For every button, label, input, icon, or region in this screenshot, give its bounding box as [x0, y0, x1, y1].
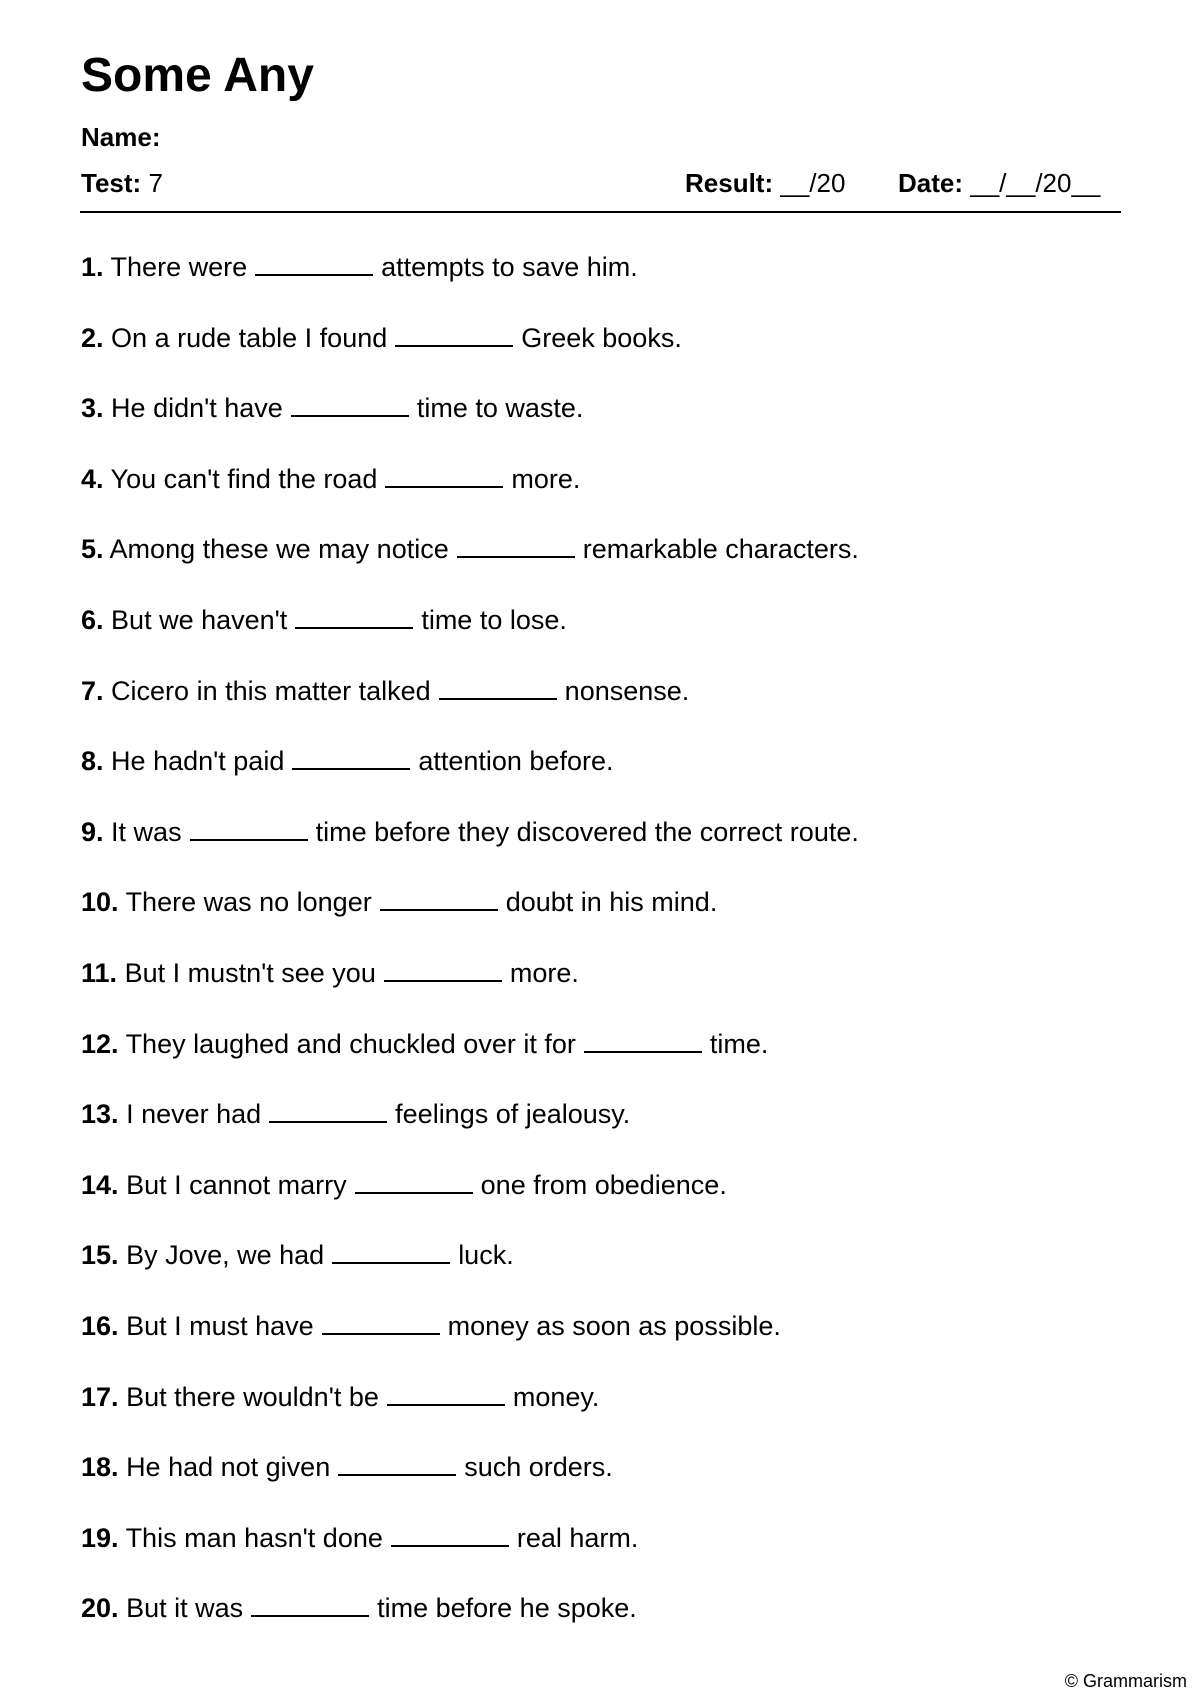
question-text-after: attention before.: [418, 746, 614, 777]
question-text-after: money as soon as possible.: [447, 1310, 781, 1341]
question-text-before: You can't find the road: [110, 463, 378, 494]
answer-blank: [380, 909, 498, 911]
question-item: [81, 1522, 1121, 1593]
question-text-after: real harm.: [516, 1522, 639, 1553]
test-number: 7: [148, 168, 163, 198]
question-number: 16.: [81, 1310, 119, 1341]
question-number: 15.: [81, 1240, 119, 1271]
question-item: [81, 745, 1121, 816]
question-number: 11.: [81, 957, 118, 988]
question-item: [81, 1592, 1121, 1663]
question-number: 4.: [81, 463, 104, 494]
result-info: [685, 170, 845, 196]
question-text-before: He hadn't paid: [111, 746, 285, 777]
answer-blank: [291, 415, 409, 417]
question-text-after: remarkable characters.: [582, 534, 859, 565]
question-item: [81, 533, 1121, 604]
question-text-before: On a rude table I found: [111, 322, 388, 353]
answer-blank: [439, 698, 557, 700]
question-text-before: This man hasn't done: [125, 1522, 383, 1553]
answer-blank: [269, 1121, 387, 1123]
question-item: [81, 1239, 1121, 1310]
question-text-after: time.: [709, 1028, 769, 1059]
question-number: 8.: [81, 746, 104, 777]
question-number: 20.: [81, 1593, 119, 1624]
question-text-after: time before he spoke.: [377, 1593, 637, 1624]
answer-blank: [338, 1474, 456, 1476]
question-text-before: Among these we may notice: [109, 534, 449, 565]
test-label: Test:: [81, 168, 142, 198]
test-info: [81, 170, 163, 196]
question-text-after: time before they discovered the correct route.: [315, 816, 859, 847]
question-text-after: feelings of jealousy.: [395, 1099, 631, 1130]
answer-blank: [457, 556, 575, 558]
question-text-before: He had not given: [126, 1452, 331, 1483]
question-text-after: one from obedience.: [480, 1169, 727, 1200]
question-text-before: But there wouldn't be: [126, 1381, 379, 1412]
answer-blank: [292, 768, 410, 770]
question-text-before: By Jove, we had: [126, 1240, 325, 1271]
header-divider: [80, 211, 1121, 213]
question-text-before: He didn't have: [111, 393, 283, 424]
answer-blank: [584, 1051, 702, 1053]
question-text-after: doubt in his mind.: [505, 887, 718, 918]
question-text-after: Greek books.: [521, 322, 682, 353]
question-item: [81, 1169, 1121, 1240]
question-number: 19.: [81, 1522, 119, 1553]
question-text-after: such orders.: [464, 1452, 613, 1483]
question-number: 7.: [81, 675, 104, 706]
question-number: 14.: [81, 1169, 119, 1200]
date-label: Date:: [898, 168, 964, 198]
question-item: [81, 1451, 1121, 1522]
question-number: 18.: [81, 1452, 119, 1483]
question-item: [81, 322, 1121, 393]
question-text-before: They laughed and chuckled over it for: [125, 1028, 576, 1059]
question-text-after: nonsense.: [564, 675, 690, 706]
answer-blank: [322, 1333, 440, 1335]
question-number: 12.: [81, 1028, 119, 1059]
question-item: [81, 463, 1121, 534]
question-number: 1.: [81, 252, 104, 282]
answer-blank: [355, 1192, 473, 1194]
question-item: [81, 604, 1121, 675]
question-list: [81, 251, 1121, 1663]
name-label: Name:: [81, 122, 161, 152]
result-label: Result:: [685, 168, 774, 198]
question-text-before: But it was: [126, 1593, 244, 1624]
question-text-before: It was: [111, 816, 182, 847]
question-text-before: But I mustn't see you: [124, 957, 376, 988]
question-number: 2.: [81, 322, 104, 353]
question-text-before: Cicero in this matter talked: [111, 675, 431, 706]
question-item: [81, 251, 1121, 322]
question-text-before: I never had: [126, 1099, 262, 1130]
date-info: [898, 170, 1100, 196]
answer-blank: [384, 980, 502, 982]
question-text-after: more.: [511, 463, 581, 494]
date-value: __/__/20__: [970, 168, 1101, 198]
question-item: [81, 957, 1121, 1028]
question-text-after: attempts to save him.: [381, 252, 638, 282]
question-text-after: money.: [512, 1381, 600, 1412]
question-text-before: But I cannot marry: [126, 1169, 347, 1200]
answer-blank: [251, 1615, 369, 1617]
question-number: 6.: [81, 604, 104, 635]
question-text-after: time to lose.: [421, 604, 567, 635]
answer-blank: [391, 1545, 509, 1547]
question-item: [81, 886, 1121, 957]
question-number: 13.: [81, 1099, 119, 1130]
answer-blank: [295, 627, 413, 629]
answer-blank: [190, 839, 308, 841]
question-item: [81, 1098, 1121, 1169]
result-value: __/20: [780, 168, 846, 198]
question-text-before: But I must have: [126, 1310, 314, 1341]
question-text-after: more.: [509, 957, 579, 988]
question-item: [81, 1381, 1121, 1452]
question-number: 9.: [81, 816, 104, 847]
answer-blank: [395, 345, 513, 347]
question-text-after: luck.: [458, 1240, 514, 1271]
question-item: [81, 392, 1121, 463]
question-number: 3.: [81, 393, 104, 424]
copyright-notice: © Grammarism: [1064, 1671, 1187, 1691]
question-text-after: time to waste.: [416, 393, 584, 424]
test-info-row: [81, 170, 1120, 200]
question-text-before: There was no longer: [125, 887, 372, 918]
answer-blank: [255, 274, 373, 276]
question-number: 17.: [81, 1381, 119, 1412]
page-title: Some Any: [81, 49, 314, 102]
question-number: 10.: [81, 887, 119, 918]
question-item: [81, 1310, 1121, 1381]
answer-blank: [332, 1262, 450, 1264]
answer-blank: [385, 486, 503, 488]
question-item: [81, 675, 1121, 746]
question-item: [81, 1028, 1121, 1099]
answer-blank: [387, 1404, 505, 1406]
question-text-before: There were: [110, 252, 248, 282]
question-number: 5.: [81, 534, 104, 565]
question-item: [81, 816, 1121, 887]
question-text-before: But we haven't: [111, 604, 288, 635]
